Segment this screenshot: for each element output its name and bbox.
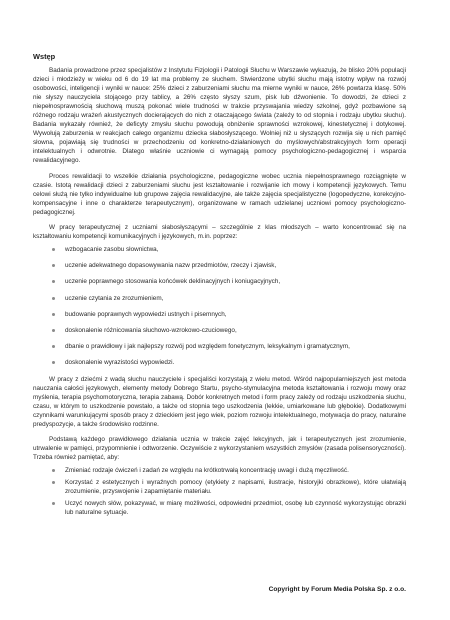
bullet-icon [52, 297, 55, 300]
list-item: Zmieniać rodzaje ćwiczeń i zadań ze względu na krótkotrwałą koncentrację uwagi i dużą męczliwość. [65, 466, 406, 475]
bullet-icon [52, 280, 55, 283]
bullet-icon [52, 361, 55, 364]
methods-paragraph: W pracy z dziećmi z wadą słuchu nauczyciele i specjaliści korzystają z wielu metod. Wśród najpopularniejszych jest metoda nauczania całości językowych, elementy metody Dobrego Startu, psycho-stymulacyjna metoda kształtowania i rozwoju mowy oraz myślenia, terapia psychomotoryczna, terapia zabawą. Dobór konkretnych metod i form pracy zależy od rodzaju uszkodzenia słuchu, czasu, w którym to uszkodzenie powstało, a także od stopnia tego uszkodzenia (lekkie, umiarkowane lub głębokie). Dodatkowymi czynnikami warunkującymi sposób pracy z dzieckiem jest jego wiek, poziom rozwoju intelektualnego, motywacja do pracy, naturalne predyspozycje, a także środowisko rodzinne. [33, 375, 406, 428]
bullet-icon [52, 502, 55, 505]
list-item: uczenie adekwatnego dopasowywania nazw przedmiotów, rzeczy i zjawisk, [65, 261, 406, 270]
competence-list [33, 245, 406, 368]
therapy-paragraph: W pracy terapeutycznej z uczniami słabosłyszącymi – szczególnie z klas młodszych – warto koncentrować się na kształtowaniu kompetencji komunikacyjnych i językowych, m.in. poprzez: [33, 223, 406, 240]
bullet-icon [52, 248, 55, 251]
bullet-icon [52, 481, 55, 484]
list-item: Korzystać z estetycznych i wyraźnych pomocy (etykiety z napisami, ilustracje, historyjki obrazkowe), które ułatwiają zrozumienie, przyswojenie i zapamiętanie materiału. [65, 478, 406, 496]
list-item: doskonalenie różnicowania słuchowo-wzrokowo-czuciowego, [65, 326, 406, 335]
bullet-icon [52, 313, 55, 316]
list-item: uczenie poprawnego stosowania końcówek deklinacyjnych i koniugacyjnych, [65, 277, 406, 286]
bullet-icon [52, 345, 55, 348]
bullet-icon [52, 469, 55, 472]
intro-paragraph: Badania prowadzone przez specjalistów z Instytutu Fizjologii i Patologii Słuchu w Warszawie wykazują, że blisko 20% populacji dzieci i młodzieży w wieku od 6 do 19 lat ma problemy ze słuchem. Stwierdzone ubytki słuchu mają istotny wpływ na rozwój osobowości, inteligencji i wyniki w nauce: 25% dzieci z zaburzeniami słuchu ma mierne wyniki w nauce, 26% powtarza klasę. 50% nie słyszy nauczyciela stojącego przy tablicy, a 26% często słyszy szum, pisk lub dźwonienie. To dowodzi, że dzieci z niepełnosprawnością słuchową muszą pokonać wiele trudności w trakcie przyswajania wiedzy szkolnej, gdyż pozbawione są różnego rodzaju wrażeń akustycznych docierających do nich z otaczającego świata (zależy to od stopnia i rodzaju ubytku słuchu). Badania wykazały również, że deficyty zmysłu słuchu powodują obniżenie sprawności wzrokowej, kinestetycznej i dotykowej. Wywołują zaburzenia w reakcjach całego organizmu dziecka słabosłyszącego. Wolniej niż u słyszących rozwija się u nich pamięć słowna, pojawiają się trudności w przechodzeniu od konkretno-działaniowych do myślowych/abstrakcyjnych form operacji intelektualnych i odwrotnie. Dlatego właśnie uczniowie ci wymagają pomocy psychologiczno-pedagogicznej i wsparcia rewalidacyjnego. [33, 67, 406, 165]
list-item: wzbogacanie zasobu słownictwa, [65, 245, 406, 254]
bullet-icon [52, 329, 55, 332]
list-item: dbanie o prawidłowy i jak najlepszy rozwój pod względem fonetycznym, leksykalnym i gramatycznym, [65, 342, 406, 351]
rewalidation-paragraph: Proces rewalidacji to wszelkie działania psychologiczne, pedagogiczne wobec ucznia niepełnosprawnego rozciągnięte w czasie. Istotą rewalidacji dzieci z zaburzeniami słuchu jest kształtowanie i rozwijanie ich mowy i kompetencji językowych. Temu celowi służą nie tylko indywidualne lub grupowe zajęcia rewalidacyjne, ale także zajęcia specjalistyczne (logopedyczne, korekcyjno-kompensacyjne i inne o charakterze terapeutycznym), organizowane w ramach udzielanej uczniowi pomocy psychologiczno-pedagogicznej. [33, 172, 406, 216]
copyright-footer: Copyright by Forum Media Polska Sp. z o.o. [268, 586, 406, 593]
list-item: budowanie poprawnych wypowiedzi ustnych i pisemnych, [65, 310, 406, 319]
list-item: uczenie czytania ze zrozumieniem, [65, 294, 406, 303]
bullet-icon [52, 264, 55, 267]
reminder-list [33, 466, 406, 517]
list-item: doskonalenie wyrazistości wypowiedzi. [65, 358, 406, 367]
list-item: Uczyć nowych słów, pokazywać, w miarę możliwości, odpowiedni przedmiot, osobę lub czynność wykorzystując obrazki lub naturalne sytuacje. [65, 499, 406, 517]
section-heading: Wstęp [33, 52, 56, 61]
principles-paragraph: Podstawą każdego prawidłowego działania ucznia w trakcie zajęć lekcyjnych, jak i terapeutycznych jest zrozumienie, utrwalenie w pamięci, przypomnienie i odtworzenie. Oczywiście z wykorzystaniem wszystkich zmysłów (zasada polisensoryczności). Trzeba również pamiętać, aby: [33, 436, 406, 462]
